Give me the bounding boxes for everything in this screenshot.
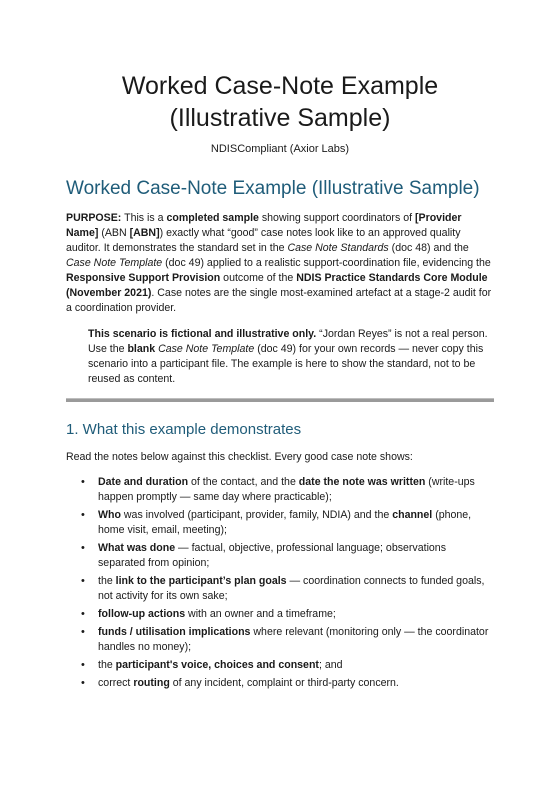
checklist-item-bold: Date and duration bbox=[98, 476, 189, 488]
bullet-icon: • bbox=[81, 677, 85, 689]
bullet-icon: • bbox=[81, 476, 85, 488]
checklist-item-bold: Who bbox=[98, 509, 121, 521]
fictional-notice: This scenario is fictional and illustrative only. bbox=[88, 328, 317, 340]
callout-text: (doc 49) for your own records — never copy this scenario into a participant file. The example is here to show the standard, not to be reused as content. bbox=[88, 343, 484, 385]
checklist-item-text: was involved (participant, provider, family, NDIA) and the bbox=[120, 509, 393, 521]
purpose-paragraph bbox=[66, 211, 494, 316]
checklist-item-text: — factual, objective, professional language; observations separated from opinion; bbox=[98, 542, 447, 569]
responsive-support-ref: Responsive Support Provision bbox=[66, 272, 221, 284]
purpose-text: (ABN bbox=[98, 227, 130, 239]
bullet-icon: • bbox=[81, 575, 85, 587]
purpose-text: . Case notes are the single most-examined artefact at a stage-2 audit for a coordination provider. bbox=[66, 287, 492, 314]
checklist-item bbox=[81, 625, 494, 655]
ndis-module-ref: NDIS Practice Standards Core Module (November 2021) bbox=[66, 272, 488, 299]
checklist-item-text: the bbox=[98, 575, 116, 587]
checklist-item-text: of any incident, complaint or third-party concern. bbox=[169, 677, 399, 689]
purpose-text: showing support coordinators of bbox=[258, 212, 415, 224]
checklist-item bbox=[81, 541, 494, 571]
checklist-item-text: correct bbox=[98, 677, 134, 689]
checklist-item-text: where relevant (monitoring only — the coordinator handles no money); bbox=[98, 626, 489, 653]
checklist-item-bold: date the note was written bbox=[298, 476, 426, 488]
bullet-icon: • bbox=[81, 509, 85, 521]
checklist-item bbox=[81, 475, 494, 505]
checklist-item bbox=[81, 508, 494, 538]
checklist-item-bold: link to the participant’s plan goals bbox=[115, 575, 287, 587]
blank-emphasis: blank bbox=[127, 343, 156, 355]
purpose-text: ) exactly what “good” case notes look like to an approved quality auditor. It demonstrates the standard set in the bbox=[66, 227, 461, 254]
purpose-text: outcome of the bbox=[220, 272, 297, 284]
provider-name-placeholder: [Provider Name] bbox=[66, 212, 462, 239]
case-note-template-ref: Case Note Template bbox=[66, 257, 163, 269]
purpose-text: (doc 48) and the bbox=[388, 242, 469, 254]
checklist-item-bold: participant's voice, choices and consent bbox=[115, 659, 319, 671]
purpose-text: This is a bbox=[121, 212, 167, 224]
checklist-item-bold: channel bbox=[392, 509, 433, 521]
checklist-item-bold: What was done bbox=[98, 542, 176, 554]
checklist-item-bold: funds / utilisation implications bbox=[98, 626, 251, 638]
bullet-icon: • bbox=[81, 542, 85, 554]
callout-text: “Jordan Reyes” is not a real person. Use the bbox=[88, 328, 488, 355]
checklist-item bbox=[81, 574, 494, 604]
checklist-item-text: ; and bbox=[318, 659, 343, 671]
checklist-item-text: (phone, home visit, email, meeting); bbox=[98, 509, 472, 536]
case-note-standards-ref: Case Note Standards bbox=[287, 242, 389, 254]
checklist-item-bold: follow-up actions bbox=[98, 608, 186, 620]
checklist-item bbox=[81, 607, 494, 622]
purpose-completed-sample: completed sample bbox=[166, 212, 259, 224]
checklist-item-text: — coordination connects to funded goals, not activity for its own sake; bbox=[98, 575, 485, 602]
section-1-heading: 1. What this example demonstrates bbox=[66, 421, 302, 438]
checklist-item-text: of the contact, and the bbox=[188, 476, 299, 488]
section-divider bbox=[66, 398, 494, 402]
section-heading: Worked Case-Note Example (Illustrative Sample) bbox=[66, 178, 480, 199]
checklist-item bbox=[81, 658, 494, 673]
document-page bbox=[0, 70, 560, 795]
checklist-item bbox=[81, 676, 494, 691]
bullet-icon: • bbox=[81, 608, 85, 620]
checklist bbox=[66, 475, 494, 691]
document-title: Worked Case-Note Example (Illustrative Sample) bbox=[121, 72, 439, 132]
purpose-label: PURPOSE: bbox=[66, 212, 122, 224]
fictional-callout bbox=[88, 327, 494, 387]
template-ref: Case Note Template bbox=[155, 343, 255, 355]
checklist-item-text: with an owner and a timeframe; bbox=[185, 608, 336, 620]
section-1-intro: Read the notes below against this checklist. Every good case note shows: bbox=[66, 451, 413, 463]
bullet-icon: • bbox=[81, 659, 85, 671]
checklist-item-text: (write-ups happen promptly — same day where practicable); bbox=[98, 476, 475, 503]
checklist-item-text: the bbox=[98, 659, 116, 671]
document-subtitle: NDISCompliant (Axior Labs) bbox=[210, 143, 350, 155]
abn-placeholder: [ABN] bbox=[129, 227, 160, 239]
checklist-item-bold: routing bbox=[133, 677, 170, 689]
bullet-icon: • bbox=[81, 626, 85, 638]
purpose-text: (doc 49) applied to a realistic support-coordination file, evidencing the bbox=[162, 257, 491, 269]
